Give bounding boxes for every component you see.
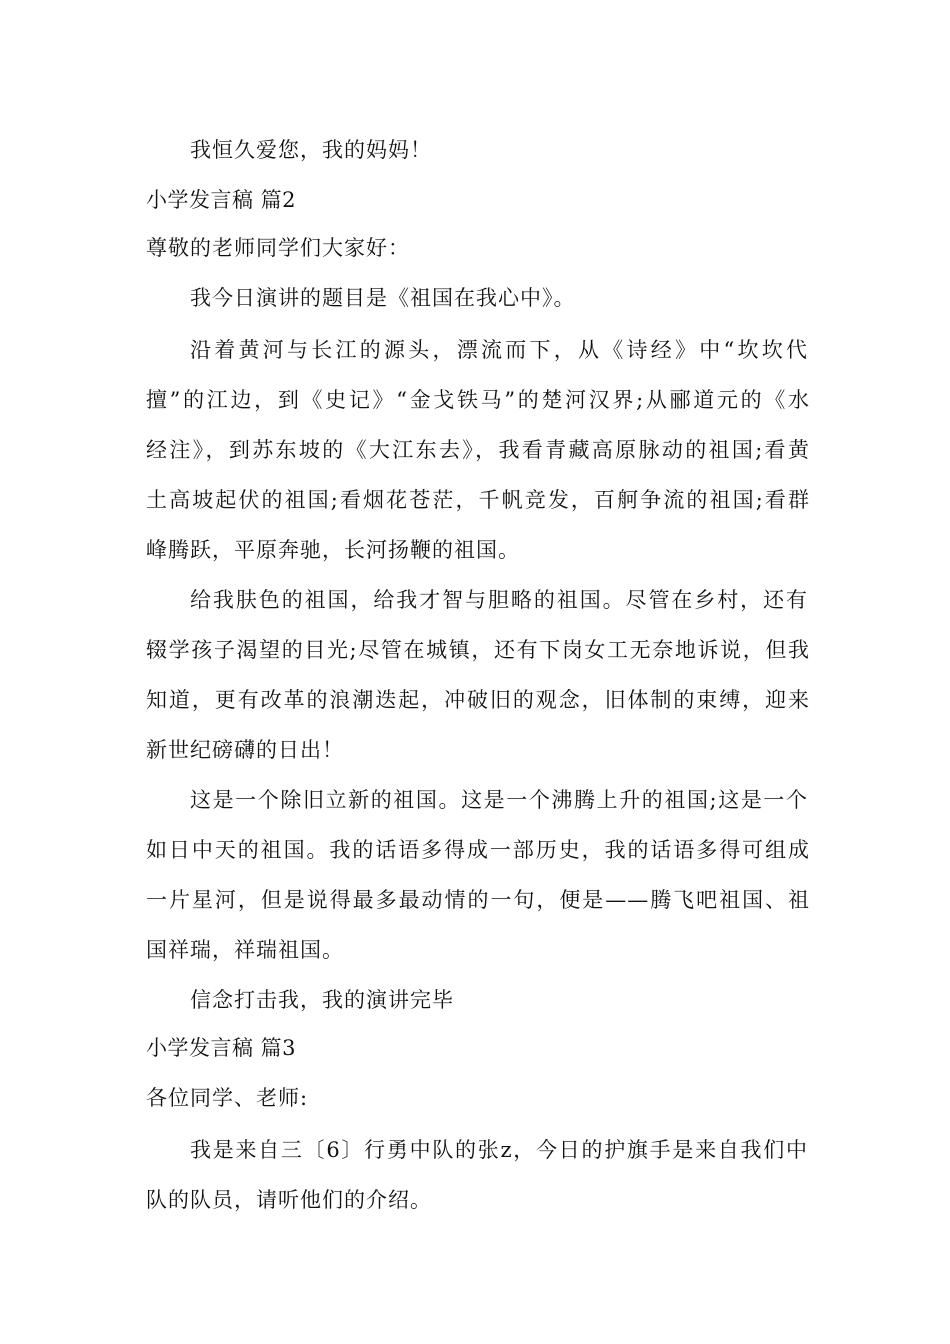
paragraph-line: 队的队员，请听他们的介绍。 <box>146 1188 432 1212</box>
greeting-line: 尊敬的老师同学们大家好： <box>146 236 410 260</box>
paragraph-line: 我是来自三〔6〕行勇中队的张z，今日的护旗手是来自我们中 <box>190 1138 808 1162</box>
paragraph-line: 经注》，到苏东坡的《大江东去》，我看青藏高原脉动的祖国;看黄 <box>146 438 810 462</box>
closing-line: 我恒久爱您，我的妈妈！ <box>190 138 432 162</box>
paragraph-line: 给我肤色的祖国，给我才智与胆略的祖国。尽管在乡村，还有 <box>190 588 808 612</box>
paragraph-line: 擅”的江边，到《史记》“金戈铁马”的楚河汉界;从郦道元的《水 <box>146 388 810 412</box>
paragraph-line: 峰腾跃，平原奔驰，长河扬鞭的祖国。 <box>146 538 520 562</box>
paragraph-line: 沿着黄河与长江的源头，漂流而下，从《诗经》中“坎坎代 <box>190 338 808 362</box>
paragraph-line: 我今日演讲的题目是《祖国在我心中》。 <box>190 286 576 310</box>
section-heading-3: 小学发言稿 篇3 <box>146 1036 297 1060</box>
paragraph-line: 如日中天的祖国。我的话语多得成一部历史，我的话语多得可组成 <box>146 838 810 862</box>
section-heading-2: 小学发言稿 篇2 <box>146 188 297 212</box>
paragraph-line: 辍学孩子渴望的目光;尽管在城镇，还有下岗女工无奈地诉说，但我 <box>146 638 810 662</box>
paragraph-line: 国祥瑞，祥瑞祖国。 <box>146 938 344 962</box>
paragraph-line: 知道，更有改革的浪潮迭起，冲破旧的观念，旧体制的束缚，迎来 <box>146 688 810 712</box>
paragraph-line: 信念打击我，我的演讲完毕 <box>190 988 454 1012</box>
paragraph-line: 一片星河，但是说得最多最动情的一句，便是——腾飞吧祖国、祖 <box>146 888 810 912</box>
paragraph-line: 土高坡起伏的祖国;看烟花苍茫，千帆竞发，百舸争流的祖国;看群 <box>146 488 810 512</box>
greeting-line: 各位同学、老师: <box>146 1086 309 1110</box>
paragraph-line: 这是一个除旧立新的祖国。这是一个沸腾上升的祖国;这是一个 <box>190 788 808 812</box>
paragraph-line: 新世纪磅礴的日出！ <box>146 738 344 762</box>
